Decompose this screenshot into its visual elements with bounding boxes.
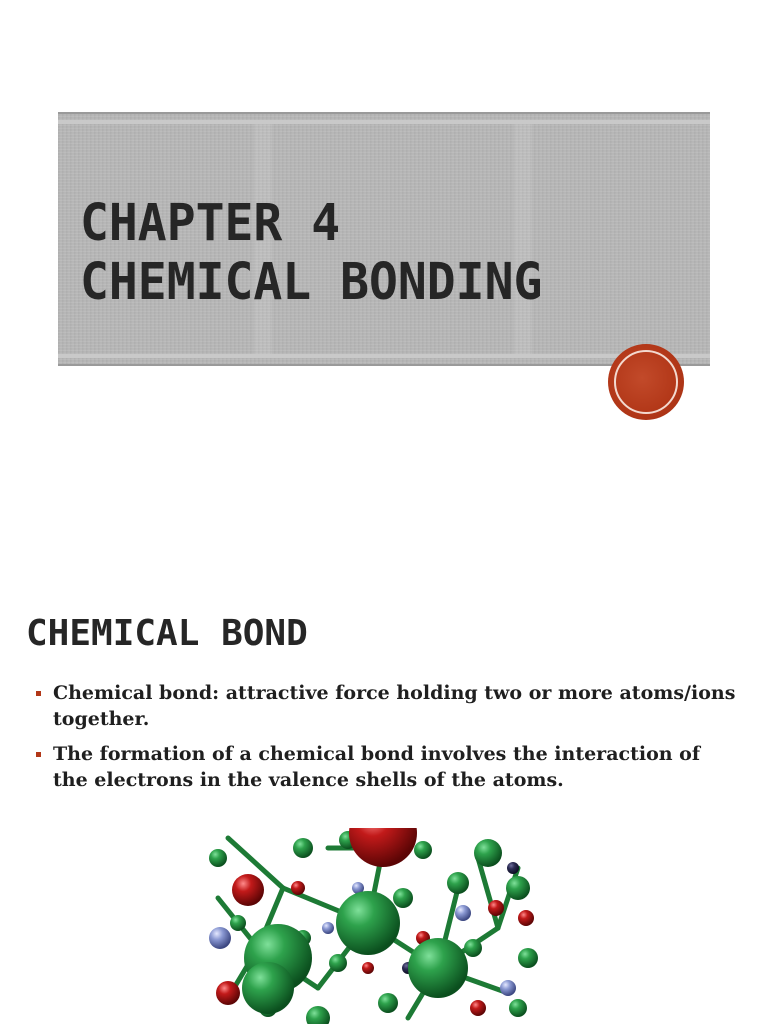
bullet-item xyxy=(36,741,736,793)
atoms xyxy=(209,828,538,1024)
slide-title-line-1: CHAPTER 4 xyxy=(80,194,341,253)
square-bullet-icon xyxy=(36,752,41,757)
decorative-circle-badge xyxy=(608,344,684,420)
slide-title xyxy=(80,194,542,312)
slide-heading: CHEMICAL BOND xyxy=(26,613,308,654)
molecule-illustration xyxy=(208,828,540,1024)
molecular-model-image xyxy=(208,828,540,1024)
bullet-item xyxy=(36,680,736,732)
banner-rule-top xyxy=(58,112,710,114)
content-slide xyxy=(0,560,768,1024)
badge-ring xyxy=(614,350,678,414)
slide-title-line-2: CHEMICAL BONDING xyxy=(80,252,543,312)
bullet-list xyxy=(36,680,736,802)
bullet-text: The formation of a chemical bond involves the interaction of the electrons in the valence shells of the atoms. xyxy=(53,743,701,791)
title-banner xyxy=(58,112,710,366)
bullet-text: Chemical bond: attractive force holding two or more atoms/ions together. xyxy=(53,682,736,730)
banner-rule-bottom-inner xyxy=(58,354,710,358)
square-bullet-icon xyxy=(36,691,41,696)
banner-rule-top-inner xyxy=(58,120,710,124)
